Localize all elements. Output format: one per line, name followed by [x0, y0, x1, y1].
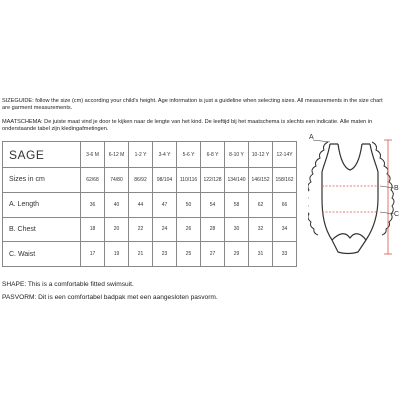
table-cell: 27: [201, 242, 225, 267]
table-cell: 54: [201, 192, 225, 217]
table-cell: 24: [153, 217, 177, 242]
table-cell: 21: [129, 242, 153, 267]
table-row: [3, 217, 297, 242]
size-chart-table: [2, 141, 297, 267]
shape-text-english: SHAPE: This is a comfortable fitted swimsuit.: [2, 281, 134, 288]
table-cell: 19: [105, 242, 129, 267]
table-cell: 18: [81, 217, 105, 242]
table-row: [3, 168, 297, 193]
brand-name: SAGE: [3, 142, 81, 168]
table-cell: 34: [273, 217, 297, 242]
marker-a: A: [309, 134, 314, 141]
table-cell: 26: [177, 217, 201, 242]
table-cell: 122/128: [201, 168, 225, 193]
table-cell: 20: [105, 217, 129, 242]
table-cell: 134/140: [225, 168, 249, 193]
table-cell: 29: [225, 242, 249, 267]
measure-lines: [322, 140, 392, 254]
table-cell: 66: [273, 192, 297, 217]
row-label: Sizes in cm: [3, 168, 81, 193]
table-cell: 58: [225, 192, 249, 217]
table-cell: 32: [249, 217, 273, 242]
table-cell: 110/116: [177, 168, 201, 193]
table-cell: 31: [249, 242, 273, 267]
table-cell: 33: [273, 242, 297, 267]
sizeguide-text-english: SIZEGUIDE: follow the size (cm) according your child's height. Age information is just a guideline when selecting sizes. All measurements in the size chart are garment measurements.: [2, 98, 383, 112]
size-header-cell: 6-8 Y: [201, 142, 225, 168]
table-cell: 62/68: [81, 168, 105, 193]
size-header-cell: 3-6 M: [81, 142, 105, 168]
table-cell: 23: [153, 242, 177, 267]
table-cell: 44: [129, 192, 153, 217]
size-header-cell: 8-10 Y: [225, 142, 249, 168]
row-label: B. Chest: [3, 217, 81, 242]
table-cell: 36: [81, 192, 105, 217]
swimsuit-outline: [322, 144, 378, 254]
sizeguide-text-dutch: MAATSCHEMA: De juiste maat vind je door te kijken naar de lengte van het kind. De leeftijd bij het maatschema is slechts een indicatie. Alle maten in onderstaande tabel zijn kledingafmetingen.: [2, 119, 373, 133]
table-row: [3, 192, 297, 217]
table-cell: 28: [201, 217, 225, 242]
table-cell: 62: [249, 192, 273, 217]
table-cell: 86/92: [129, 168, 153, 193]
size-header-cell: 12-14Y: [273, 142, 297, 168]
size-header-cell: 3-4 Y: [153, 142, 177, 168]
shape-text-dutch: PASVORM: Dit is een comfortabel badpak met een aangesloten pasvorm.: [2, 294, 218, 301]
marker-b: B: [394, 185, 399, 192]
row-label: A. Length: [3, 192, 81, 217]
table-cell: 22: [129, 217, 153, 242]
table-cell: 146/152: [249, 168, 273, 193]
table-cell: 74/80: [105, 168, 129, 193]
table-cell: 40: [105, 192, 129, 217]
size-header-cell: 1-2 Y: [129, 142, 153, 168]
marker-c: C: [394, 211, 400, 218]
size-header-cell: 5-6 Y: [177, 142, 201, 168]
table-row: [3, 242, 297, 267]
table-cell: 25: [177, 242, 201, 267]
table-cell: 17: [81, 242, 105, 267]
table-cell: 30: [225, 217, 249, 242]
table-cell: 50: [177, 192, 201, 217]
size-header-cell: 10-12 Y: [249, 142, 273, 168]
table-cell: 98/104: [153, 168, 177, 193]
ruffle-left: [308, 142, 328, 235]
swimsuit-diagram: [308, 128, 400, 268]
table-cell: 158/162: [273, 168, 297, 193]
row-label: C. Waist: [3, 242, 81, 267]
measure-leaders: [313, 140, 394, 214]
size-header-cell: 6-12 M: [105, 142, 129, 168]
table-cell: 47: [153, 192, 177, 217]
size-header-row: [3, 142, 297, 168]
